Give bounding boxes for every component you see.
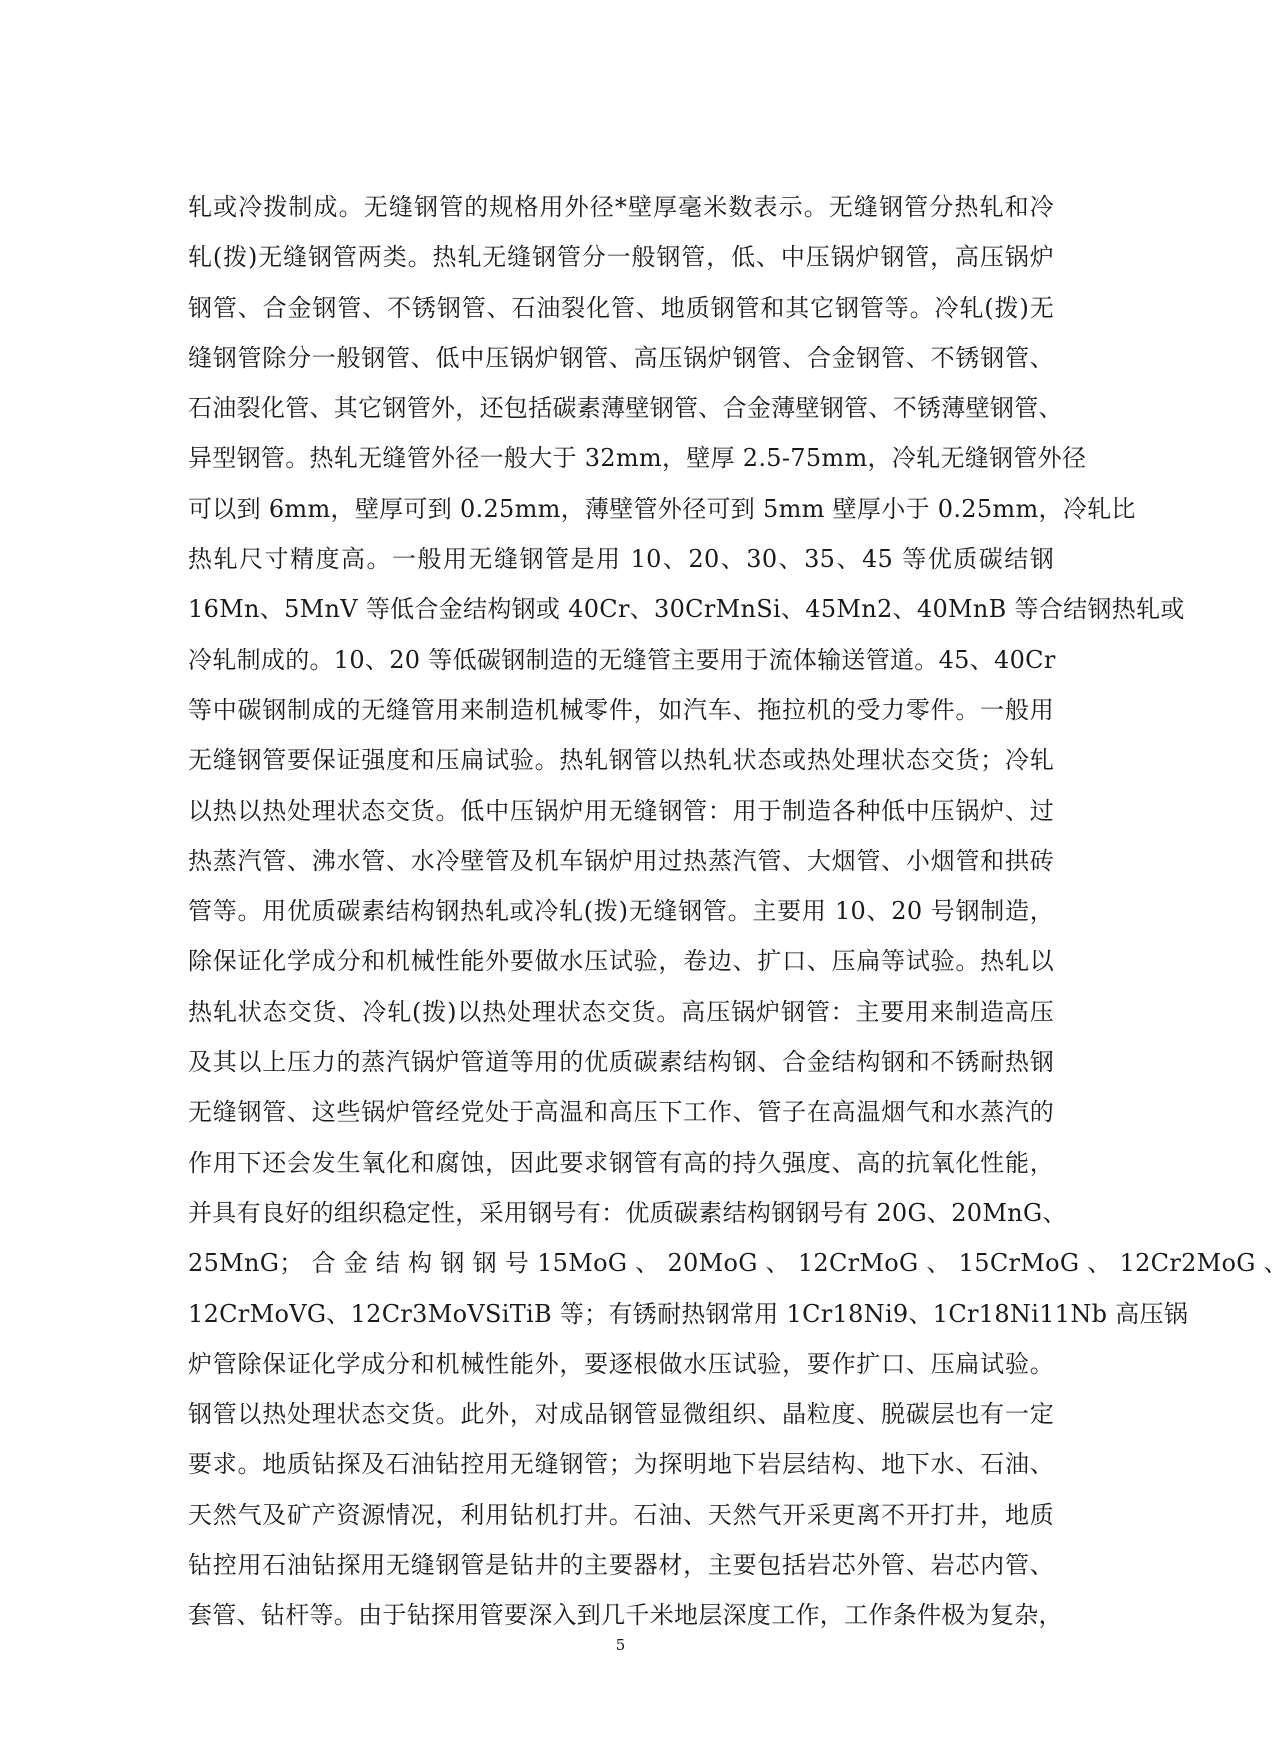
text-line: 钻控用石油钻探用无缝钢管是钻井的主要器材，主要包括岩芯外管、岩芯内管、 [188,1551,1054,1580]
text-line: 冷轧制成的。10、20 等低碳钢制造的无缝管主要用于流体输送管道。45、40Cr [188,645,1056,674]
text-line: 可以到 6mm，壁厚可到 0.25mm，薄壁管外径可到 5mm 壁厚小于 0.25mm，冷轧比 [188,494,1136,523]
text-line: 套管、钻杆等。由于钻探用管要深入到几千米地层深度工作，工作条件极为复杂， [188,1601,1063,1630]
text-line: 25MnG； 合 金 结 构 钢 钢 号 15MoG 、 20MoG 、 12CrMoG 、 15CrMoG 、 12Cr2MoG 、 [188,1249,1288,1278]
text-line: 要求。地质钻探及石油钻控用无缝钢管；为探明地下岩层结构、地下水、石油、 [188,1450,1054,1479]
text-line: 及其以上压力的蒸汽锅炉管道等用的优质碳素结构钢、合金结构钢和不锈耐热钢 [188,1048,1054,1077]
text-line: 钢管以热处理状态交货。此外，对成品钢管显微组织、晶粒度、脱碳层也有一定 [188,1400,1054,1429]
page-number: 5 [615,1636,626,1654]
text-line: 热轧状态交货、冷轧(拨)以热处理状态交货。高压锅炉钢管：主要用来制造高压 [188,997,1054,1026]
text-line: 作用下还会发生氧化和腐蚀，因此要求钢管有高的持久强度、高的抗氧化性能， [188,1148,1054,1177]
text-line: 以热以热处理状态交货。低中压锅炉用无缝钢管：用于制造各种低中压锅炉、过 [188,796,1054,825]
text-line: 炉管除保证化学成分和机械性能外，要逐根做水压试验，要作扩口、压扁试验。 [188,1349,1054,1378]
text-line: 热蒸汽管、沸水管、水冷壁管及机车锅炉用过热蒸汽管、大烟管、小烟管和拱砖 [188,846,1054,875]
text-line: 等中碳钢制成的无缝管用来制造机械零件，如汽车、拖拉机的受力零件。一般用 [188,695,1054,724]
text-line: 轧(拨)无缝钢管两类。热轧无缝钢管分一般钢管，低、中压锅炉钢管，高压锅炉 [188,243,1054,272]
text-line: 异型钢管。热轧无缝管外径一般大于 32mm，壁厚 2.5-75mm，冷轧无缝钢管外径 [188,444,1087,473]
text-line: 石油裂化管、其它钢管外，还包括碳素薄壁钢管、合金薄壁钢管、不锈薄壁钢管、 [188,394,1063,423]
text-line: 除保证化学成分和机械性能外要做水压试验，卷边、扩口、压扁等试验。热轧以 [188,947,1054,976]
text-line: 热轧尺寸精度高。一般用无缝钢管是用 10、20、30、35、45 等优质碳结钢 [188,545,1054,574]
text-line: 无缝钢管要保证强度和压扁试验。热轧钢管以热轧状态或热处理状态交货；冷轧 [188,746,1054,775]
text-line: 无缝钢管、这些锅炉管经党处于高温和高压下工作、管子在高温烟气和水蒸汽的 [188,1098,1054,1127]
text-line: 管等。用优质碳素结构钢热轧或冷轧(拨)无缝钢管。主要用 10、20 号钢制造， [188,897,1054,926]
text-line: 轧或冷拨制成。无缝钢管的规格用外径*壁厚毫米数表示。无缝钢管分热轧和冷 [188,193,1054,221]
body-text [188,182,1288,1641]
text-line: 天然气及矿产资源情况，利用钻机打井。石油、天然气开采更离不开打井，地质 [188,1500,1054,1529]
text-line: 缝钢管除分一般钢管、低中压锅炉钢管、高压锅炉钢管、合金钢管、不锈钢管、 [188,343,1054,372]
text-line: 钢管、合金钢管、不锈钢管、石油裂化管、地质钢管和其它钢管等。冷轧(拨)无 [188,293,1054,322]
text-line: 12CrMoVG、12Cr3MoVSiTiB 等；有锈耐热钢常用 1Cr18Ni9、1Cr18Ni11Nb 高压锅 [188,1299,1189,1328]
text-line: 并具有良好的组织稳定性，采用钢号有：优质碳素结构钢钢号有 20G、20MnG、 [188,1198,1067,1227]
text-line: 16Mn、5MnV 等低合金结构钢或 40Cr、30CrMnSi、45Mn2、40MnB 等合结钢热轧或 [188,595,1185,624]
